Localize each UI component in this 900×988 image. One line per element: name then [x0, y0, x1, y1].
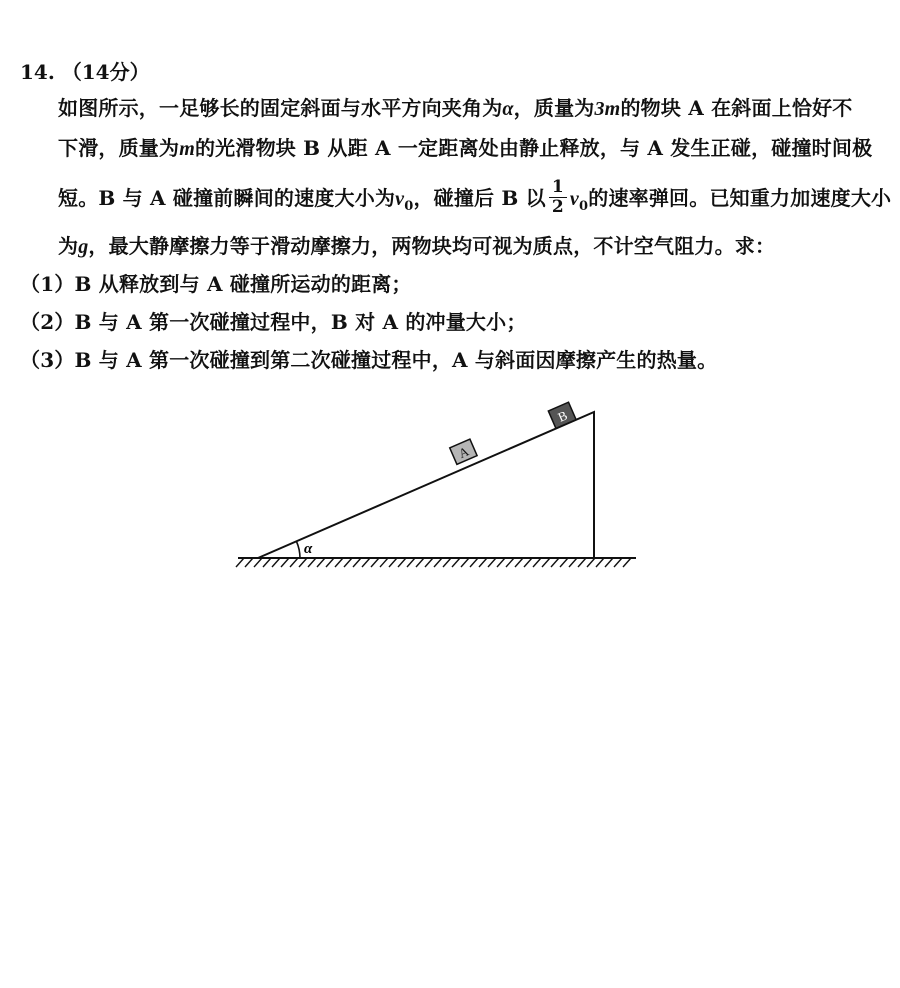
hatch-mark: [335, 558, 343, 567]
hatch-mark: [587, 558, 595, 567]
hatch-mark: [497, 558, 505, 567]
question-part-1: （1）B 从释放到与 A 碰撞所运动的距离；: [20, 272, 412, 296]
question-points: （14分）: [61, 60, 150, 84]
hatch-mark: [398, 558, 406, 567]
hatch-mark: [506, 558, 514, 567]
hatch-mark: [614, 558, 622, 567]
hatch-mark: [533, 558, 541, 567]
hatch-mark: [578, 558, 586, 567]
hatch-mark: [596, 558, 604, 567]
hatch-mark: [317, 558, 325, 567]
hatch-mark: [254, 558, 262, 567]
angle-arc: [297, 542, 301, 559]
question-part-3: （3）B 与 A 第一次碰撞到第二次碰撞过程中，A 与斜面因摩擦产生的热量。: [20, 348, 718, 372]
hatch-mark: [290, 558, 298, 567]
ground-hatching: [236, 558, 631, 567]
question-number: 14.: [20, 60, 55, 84]
hatch-mark: [263, 558, 271, 567]
question-part-2: （2）B 与 A 第一次碰撞过程中，B 对 A 的冲量大小；: [20, 310, 527, 334]
hatch-mark: [299, 558, 307, 567]
hatch-mark: [488, 558, 496, 567]
hatch-mark: [353, 558, 361, 567]
fraction-one-half: $\frac{1}{2}$: [549, 178, 567, 217]
question-text-line-1: 如图所示，一足够长的固定斜面与水平方向夹角为α，质量为3m的物块 A 在斜面上恰好不: [58, 96, 853, 120]
hatch-mark: [479, 558, 487, 567]
question-text-line-2: 下滑，质量为m的光滑物块 B 从距 A 一定距离处由静止释放，与 A 发生正碰，碰撞时间极: [58, 136, 873, 160]
angle-label: α: [304, 541, 313, 557]
hatch-mark: [434, 558, 442, 567]
incline-triangle: [258, 412, 594, 558]
hatch-mark: [245, 558, 253, 567]
hatch-mark: [362, 558, 370, 567]
hatch-mark: [389, 558, 397, 567]
hatch-mark: [569, 558, 577, 567]
hatch-mark: [443, 558, 451, 567]
hatch-mark: [470, 558, 478, 567]
block-a-label: A: [456, 443, 471, 461]
block-a: [450, 439, 477, 464]
hatch-mark: [461, 558, 469, 567]
hatch-mark: [407, 558, 415, 567]
question-text-line-3: 短。B 与 A 碰撞前瞬间的速度大小为$v_0$，碰撞后 B 以 $\frac{1}{2}$ $v_0$的速率弹回。已知重力加速度大小: [58, 177, 892, 217]
hatch-mark: [605, 558, 613, 567]
hatch-mark: [623, 558, 631, 567]
hatch-mark: [272, 558, 280, 567]
hatch-mark: [236, 558, 244, 567]
hatch-mark: [308, 558, 316, 567]
hatch-mark: [425, 558, 433, 567]
hatch-mark: [524, 558, 532, 567]
hatch-mark: [551, 558, 559, 567]
hatch-mark: [326, 558, 334, 567]
hatch-mark: [452, 558, 460, 567]
hatch-mark: [371, 558, 379, 567]
question-text-line-4: 为g，最大静摩擦力等于滑动摩擦力，两物块均可视为质点，不计空气阻力。求：: [58, 234, 776, 258]
hatch-mark: [416, 558, 424, 567]
block-b-label: B: [555, 407, 570, 425]
hatch-mark: [380, 558, 388, 567]
hatch-mark: [281, 558, 289, 567]
hatch-mark: [515, 558, 523, 567]
hatch-mark: [542, 558, 550, 567]
hatch-mark: [344, 558, 352, 567]
hatch-mark: [560, 558, 568, 567]
block-b: [548, 402, 576, 428]
